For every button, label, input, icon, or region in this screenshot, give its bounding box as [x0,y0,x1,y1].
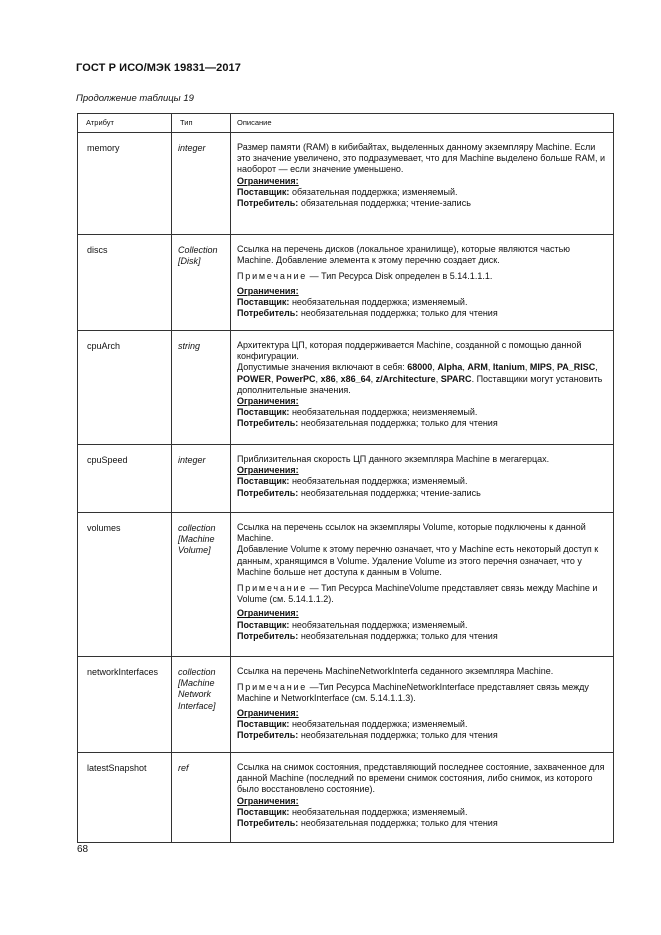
allowed-values-suffix: Поставщики могут установить дополнительные значения. [237,373,603,395]
table-row [78,753,614,843]
allowed-values-prefix: Допустимые значения включают в себя: [237,362,405,373]
allowed-value: MIPS [529,362,552,373]
provider-value: необязательная поддержка; изменяемый. [291,296,468,307]
allowed-value: z/Architecture [375,373,436,384]
consumer-value: необязательная поддержка; только для чтения [300,418,498,429]
consumer-value: обязательная поддержка; чтение-запись [300,198,471,209]
note-label: Примечание [237,583,308,594]
provider-label: Поставщик: [237,296,290,307]
attribute-description [231,657,614,753]
consumer-line [237,418,606,429]
note-label: Примечание [237,682,308,693]
attribute-description [231,753,614,843]
consumer-value: необязательная поддержка; только для чтения [300,818,498,829]
attribute-table [77,113,614,843]
allowed-value: Alpha [437,362,463,373]
consumer-value: необязательная поддержка; чтение-запись [300,487,481,498]
provider-value: необязательная поддержка; изменяемый. [291,718,468,729]
provider-value: необязательная поддержка; изменяемый. [291,806,468,817]
provider-label: Поставщик: [237,619,290,630]
provider-line [237,407,606,418]
attribute-name: memory [78,133,172,235]
attribute-name: discs [78,235,172,331]
attribute-type: collection [Machine Network Interface] [172,657,231,753]
description-text: Приблизительная скорость ЦП данного экземпляра Machine в мегагерцах. [237,454,550,464]
table-header-row [78,114,614,133]
consumer-value: необязательная поддержка; только для чтения [300,308,498,319]
provider-line [237,719,606,730]
allowed-value: x86_64 [340,373,371,384]
allowed-value: PowerPC [276,373,316,384]
table-row [78,513,614,657]
note-text: — Тип Ресурса MachineVolume представляет связь между Machine и Volume (см. 5.14.1.1.2). [237,583,598,605]
provider-line [237,297,606,308]
allowed-value: 68000 [407,362,433,373]
provider-label: Поставщик: [237,718,290,729]
provider-line [237,476,606,487]
attribute-type: integer [172,133,231,235]
page-number: 68 [77,844,89,855]
provider-line [237,807,606,818]
consumer-line [237,488,606,499]
consumer-value: необязательная поддержка; только для чтения [300,630,498,641]
attribute-type: ref [172,753,231,843]
column-header-type: Тип [172,114,231,133]
description-text-2: Добавление Volume к этому перечню означает, что у Machine есть некоторый доступ к данным, хранящимся в Volume. Удаление Volume из этого перечня означает, что у Machine больше нет доступа к данным в Volume. [237,544,599,577]
attribute-description [231,133,614,235]
allowed-values-text: Допустимые значения включают в себя: 68000, Alpha, ARM, Itanium, MIPS, PA_RISC, POWER, PowerPC, x86, x86_64, z/Architecture, SPARC. Поставщики могут установить дополнительные значения. [237,362,603,395]
attribute-name: networkInterfaces [78,657,172,753]
attribute-type: Collection [Disk] [172,235,231,331]
consumer-line [237,818,606,829]
attribute-description [231,331,614,445]
provider-value: обязательная поддержка; изменяемый. [291,186,458,197]
note-line [237,682,606,704]
restrictions-heading: Ограничения: [237,795,299,806]
allowed-value: Itanium [492,362,525,373]
note-text: —Тип Ресурса MachineNetworkInterface представляет связь между Machine и NetworkInterface (см. 5.14.1.1.3). [237,682,589,704]
description-text: Ссылка на перечень MachineNetworkInterfa cеданного экземпляра Machine. [237,666,554,676]
table-row [78,331,614,445]
provider-value: необязательная поддержка; неизменяемый. [291,407,478,418]
attribute-name: volumes [78,513,172,657]
consumer-label: Потребитель: [237,630,299,641]
attribute-name: cpuSpeed [78,445,172,513]
restrictions-heading: Ограничения: [237,608,299,619]
restrictions-heading: Ограничения: [237,465,299,476]
table-row [78,133,614,235]
consumer-value: необязательная поддержка; только для чтения [300,730,498,741]
consumer-line [237,308,606,319]
restrictions-heading: Ограничения: [237,285,299,296]
attribute-name: cpuArch [78,331,172,445]
description-text: Ссылка на снимок состояния, представляющий последнее состояние, захваченное для данной Machine (последний по времени снимок состояния, либо снимок, из которого было восстановлено состояние). [237,762,605,795]
allowed-value: x86 [320,373,336,384]
column-header-attribute: Атрибут [78,114,172,133]
allowed-value: SPARC [440,373,472,384]
consumer-label: Потребитель: [237,818,299,829]
table-caption: Продолжение таблицы 19 [76,93,194,104]
provider-value: необязательная поддержка; изменяемый. [291,476,468,487]
note-line [237,583,606,605]
consumer-label: Потребитель: [237,308,299,319]
attribute-name: latestSnapshot [78,753,172,843]
description-text: Размер памяти (RAM) в кибибайтах, выделенных данному экземпляру Machine. Если это значение увеличено, это подразумевает, что для Machine выделено больше RAM, и наоборот — если значение уменьшено. [237,142,605,175]
allowed-value: ARM [467,362,488,373]
provider-line [237,187,606,198]
column-header-description: Описание [231,114,614,133]
attribute-type: collection [Machine Volume] [172,513,231,657]
consumer-label: Потребитель: [237,418,299,429]
note-line [237,271,606,282]
description-text: Архитектура ЦП, которая поддерживается Machine, созданной с помощью данной конфигурации. [237,340,582,362]
document-header: ГОСТ Р ИСО/МЭК 19831—2017 [76,62,241,74]
note-text: — Тип Ресурса Disk определен в 5.14.1.1.1. [309,271,493,282]
note-label: Примечание [237,271,308,282]
restrictions-heading: Ограничения: [237,175,299,186]
restrictions-heading: Ограничения: [237,707,299,718]
attribute-description [231,445,614,513]
table-row [78,657,614,753]
provider-label: Поставщик: [237,186,290,197]
provider-label: Поставщик: [237,476,290,487]
table-row [78,445,614,513]
consumer-line [237,730,606,741]
provider-line [237,620,606,631]
attribute-type: integer [172,445,231,513]
description-text: Ссылка на перечень ссылок на экземпляры Volume, которые подключены к данной Machine. [237,522,586,544]
restrictions-heading: Ограничения: [237,396,299,407]
allowed-value: PA_RISC [556,362,596,373]
provider-value: необязательная поддержка; изменяемый. [291,619,468,630]
attribute-description [231,235,614,331]
attribute-type: string [172,331,231,445]
allowed-value: POWER [237,373,272,384]
consumer-line [237,631,606,642]
consumer-line [237,198,606,209]
provider-label: Поставщик: [237,806,290,817]
table-row [78,235,614,331]
attribute-description [231,513,614,657]
consumer-label: Потребитель: [237,487,299,498]
consumer-label: Потребитель: [237,198,299,209]
provider-label: Поставщик: [237,407,290,418]
consumer-label: Потребитель: [237,730,299,741]
description-text: Ссылка на перечень дисков (локальное хранилище), которые являются частью Machine. Добавление элемента к этому перечню создает диск. [237,244,571,266]
